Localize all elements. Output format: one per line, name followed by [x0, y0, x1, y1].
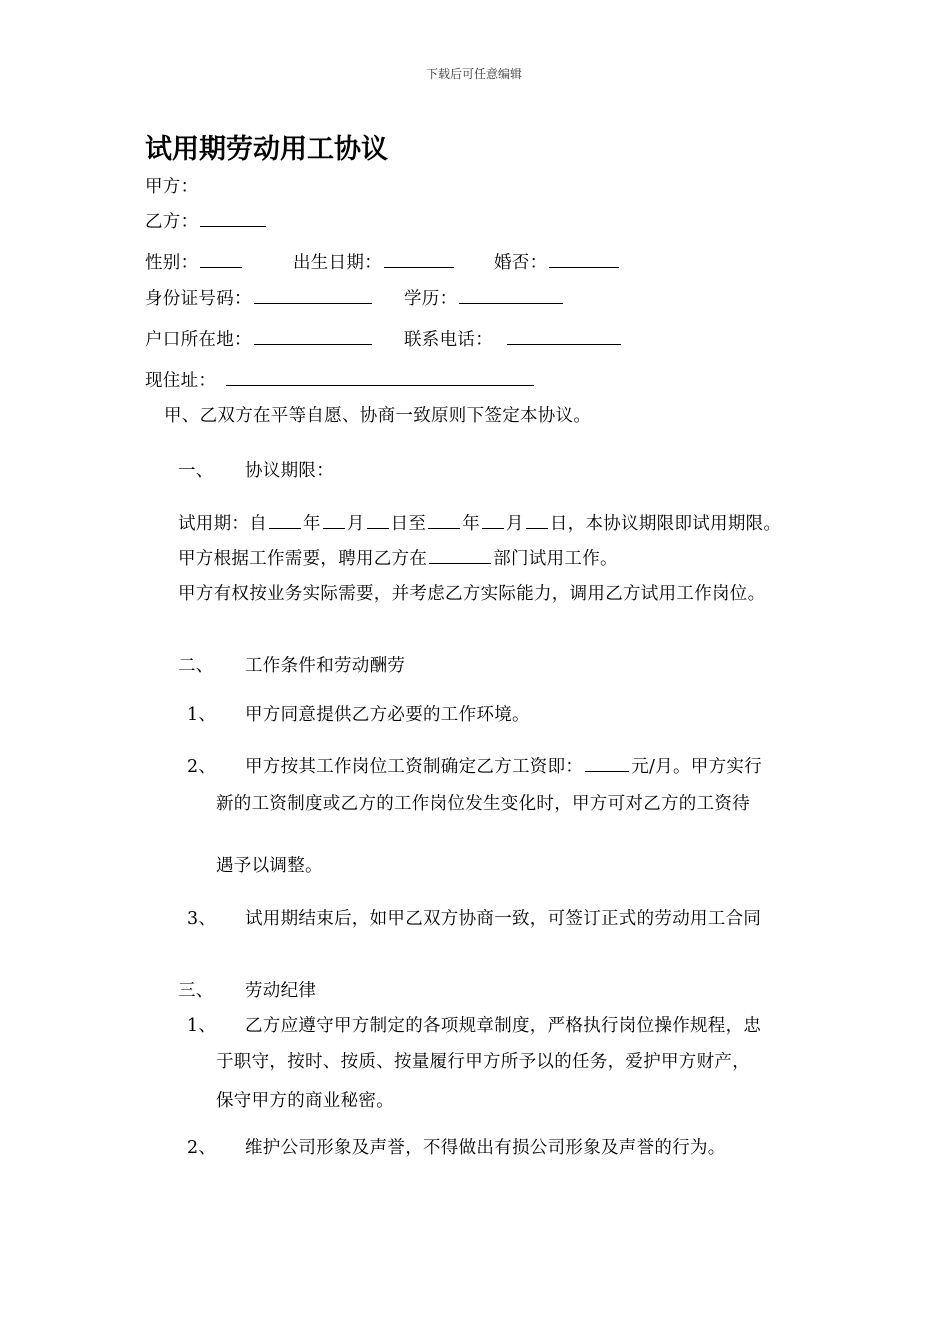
address-label: 现住址：	[145, 371, 217, 391]
party-b-label: 乙方：	[145, 212, 199, 232]
end-day-blank[interactable]	[526, 527, 548, 529]
s3-item-2-number: 2、	[187, 1138, 217, 1158]
address-blank[interactable]	[226, 384, 534, 386]
education-field	[404, 291, 565, 309]
s2-item-3-text: 试用期结束后，如甲乙双方协商一致，可签订正式的劳动用工合同	[245, 909, 762, 929]
marital-label: 婚否：	[494, 253, 548, 273]
hukou-label: 户口所在地：	[145, 330, 252, 350]
s3-item-1-line-3: 保守甲方的商业秘密。	[216, 1091, 394, 1111]
section-3-title: 劳动纪律	[245, 981, 317, 1001]
marital-field	[494, 255, 621, 273]
s2-item-2-line-1	[245, 759, 762, 777]
s2-item-2-line-2: 新的工资制度或乙方的工作岗位发生变化时，甲方可对乙方的工资待	[216, 794, 750, 814]
salary-text-a: 甲方按其工作岗位工资制确定乙方工资即：	[245, 757, 584, 777]
period-text-month-2: 月	[506, 514, 524, 534]
id-number-label: 身份证号码：	[145, 289, 252, 309]
start-day-blank[interactable]	[367, 527, 389, 529]
department-blank[interactable]	[429, 562, 491, 564]
address-field	[145, 373, 536, 391]
period-text-to: 日至	[390, 514, 427, 534]
party-b-blank[interactable]	[200, 225, 266, 227]
salary-text-b: 元/月。甲方实行	[631, 757, 762, 777]
phone-field	[404, 332, 623, 350]
section-1-title: 协议期限：	[245, 461, 334, 481]
s3-item-1-number: 1、	[187, 1016, 217, 1036]
end-month-blank[interactable]	[482, 527, 504, 529]
marital-blank[interactable]	[549, 266, 619, 268]
period-text-month: 月	[346, 514, 365, 534]
hire-line	[178, 551, 618, 569]
party-a-label: 甲方：	[145, 177, 199, 197]
period-text-year: 年	[303, 514, 321, 534]
period-text-end: 日，本协议期限即试用期限。	[549, 514, 782, 534]
section-3-number: 三、	[178, 981, 214, 1001]
phone-blank[interactable]	[507, 343, 621, 345]
s2-item-1-text: 甲方同意提供乙方必要的工作环境。	[245, 705, 530, 725]
hukou-field	[145, 332, 374, 350]
s2-item-3-number: 3、	[187, 909, 217, 929]
birth-date-field	[293, 255, 456, 273]
start-year-blank[interactable]	[269, 527, 301, 529]
birth-date-blank[interactable]	[384, 266, 454, 268]
trial-period-line	[178, 516, 781, 534]
page-header-note: 下载后可任意编辑	[426, 67, 523, 81]
document-title: 试用期劳动用工协议	[145, 134, 388, 165]
party-b-line	[145, 214, 268, 232]
education-label: 学历：	[404, 289, 458, 309]
end-year-blank[interactable]	[428, 527, 460, 529]
gender-label: 性别：	[145, 253, 199, 273]
adjust-line: 甲方有权按业务实际需要，并考虑乙方实际能力，调用乙方试用工作岗位。	[178, 584, 766, 604]
gender-field	[145, 255, 244, 273]
id-number-blank[interactable]	[254, 302, 372, 304]
hire-text-b: 部门试用工作。	[493, 549, 618, 569]
s2-item-1-number: 1、	[187, 705, 217, 725]
hire-text-a: 甲方根据工作需要，聘用乙方在	[178, 549, 428, 569]
gender-blank[interactable]	[200, 266, 242, 268]
period-text-from: 试用期：自	[178, 514, 267, 534]
s3-item-2-text: 维护公司形象及声誉，不得做出有损公司形象及声誉的行为。	[245, 1138, 726, 1158]
section-2-number: 二、	[178, 656, 214, 676]
intro-paragraph: 甲、乙双方在平等自愿、协商一致原则下签定本协议。	[164, 406, 592, 426]
s3-item-1-line-2: 于职守，按时、按质、按量履行甲方所予以的任务，爱护甲方财产，	[216, 1052, 750, 1072]
birth-date-label: 出生日期：	[293, 253, 382, 273]
education-blank[interactable]	[459, 302, 563, 304]
s2-item-2-line-3: 遇予以调整。	[216, 856, 323, 876]
s3-item-1-line-1: 乙方应遵守甲方制定的各项规章制度，严格执行岗位操作规程，忠	[245, 1016, 762, 1036]
id-number-field	[145, 291, 374, 309]
salary-blank[interactable]	[585, 770, 629, 772]
s2-item-2-number: 2、	[187, 757, 217, 777]
hukou-blank[interactable]	[254, 343, 372, 345]
section-1-number: 一、	[178, 461, 214, 481]
period-text-year-2: 年	[462, 514, 481, 534]
section-2-title: 工作条件和劳动酬劳	[245, 656, 406, 676]
phone-label: 联系电话：	[404, 330, 493, 350]
start-month-blank[interactable]	[323, 527, 345, 529]
